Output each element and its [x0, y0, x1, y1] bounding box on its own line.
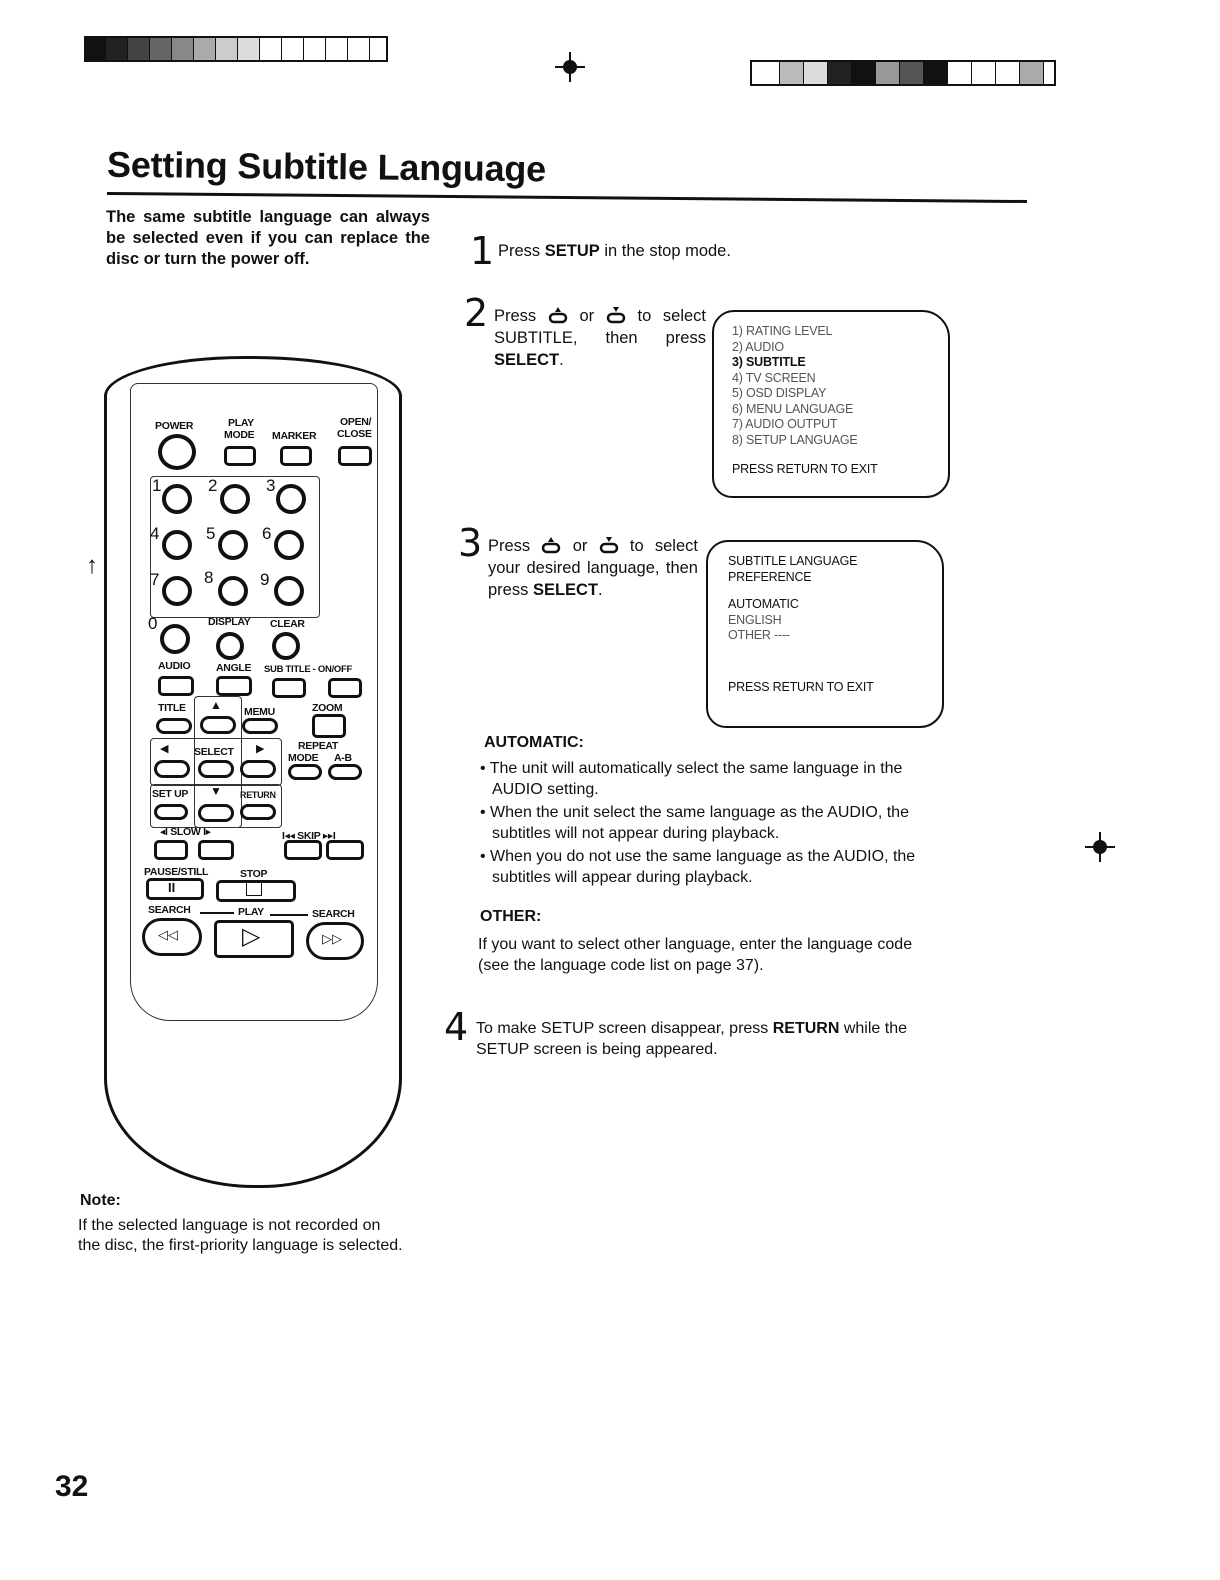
step-3-bold: SELECT	[532, 581, 599, 599]
digit-label: 0	[148, 614, 158, 633]
automatic-heading: AUTOMATIC:	[484, 734, 584, 751]
setup-menu-footer: PRESS RETURN TO EXIT	[732, 462, 878, 476]
digit-9-button	[274, 576, 304, 606]
pause-still-label: PAUSE/STILL	[144, 866, 209, 878]
search-right-label: SEARCH	[312, 908, 355, 920]
subtitle-option: ENGLISH	[728, 612, 782, 627]
step-4-pre: To make SETUP screen disappear, press	[476, 1020, 773, 1037]
step-3-or: or	[572, 537, 588, 555]
ab-label: A-B	[334, 752, 352, 764]
audio-label: AUDIO	[158, 660, 191, 672]
step-2-or: or	[579, 307, 595, 325]
setup-button	[154, 804, 188, 820]
setup-menu-item: 1) RATING LEVEL	[732, 324, 833, 338]
zoom-label: ZOOM	[312, 702, 343, 714]
step-4-text	[476, 1018, 936, 1060]
digit-label: 7	[150, 570, 160, 589]
step-3-pre: Press	[488, 537, 531, 555]
title-button	[156, 718, 192, 734]
down-button	[198, 804, 234, 822]
zoom-button	[312, 714, 346, 738]
step-4-bold: RETURN	[772, 1020, 840, 1037]
angle-button	[216, 676, 252, 696]
note-heading: Note:	[80, 1192, 121, 1209]
digit-label: 5	[206, 524, 216, 543]
open-close-button	[338, 446, 372, 466]
slow-reverse-button	[154, 840, 188, 860]
registration-crosshair-right	[1085, 832, 1115, 862]
digit-label: 9	[260, 570, 270, 589]
note-text: If the selected language is not recorded on the disc, the first-priority language is selected.	[78, 1217, 403, 1254]
right-arrow-icon: ▶	[256, 743, 265, 755]
digit-0-button	[160, 624, 190, 654]
setup-menu-item: 8) SETUP LANGUAGE	[732, 432, 858, 447]
audio-button	[158, 676, 194, 696]
step-1-bold: SETUP	[544, 242, 600, 260]
angle-label: ANGLE	[216, 662, 252, 674]
digit-label: 8	[204, 568, 214, 587]
digit-6-button	[274, 530, 304, 560]
display-label: DISPLAY	[208, 616, 251, 628]
return-button	[240, 804, 276, 820]
subtitle-button	[272, 678, 306, 698]
pause-icon: II	[168, 880, 176, 895]
automatic-bullets	[480, 758, 940, 890]
step-1-text	[498, 240, 818, 262]
menu-label: MEMU	[244, 706, 275, 718]
setup-menu-item: 6) MENU LANGUAGE	[732, 401, 854, 416]
title-label: TITLE	[158, 702, 186, 714]
up-button-icon	[541, 536, 561, 554]
select-button	[198, 760, 234, 778]
setup-menu-item: 2) AUDIO	[732, 339, 784, 354]
digit-4-button	[162, 530, 192, 560]
right-button	[240, 760, 276, 778]
clear-label: CLEAR	[270, 618, 305, 630]
power-label: POWER	[155, 420, 194, 432]
digit-5-button	[218, 530, 248, 560]
left-button	[154, 760, 190, 778]
step-2-post: .	[559, 351, 564, 369]
subtitle-language-screen	[706, 540, 944, 728]
step-2-text	[494, 305, 706, 371]
registration-bar-right	[750, 60, 1056, 86]
marker-button	[280, 446, 312, 466]
step-4	[444, 1005, 469, 1049]
rewind-icon: ◁◁	[158, 927, 178, 942]
repeat-label: REPEAT	[298, 740, 339, 752]
digit-2-button	[220, 484, 250, 514]
open-close-label-2: CLOSE	[337, 428, 372, 440]
pointer-arrow-icon: ↑	[86, 552, 98, 579]
digit-1-button	[162, 484, 192, 514]
setup-menu-item: 4) TV SCREEN	[732, 370, 816, 385]
up-button	[200, 716, 236, 734]
title-rule	[107, 192, 1027, 203]
automatic-bullet: • When the unit select the same language as the AUDIO, the subtitles will not appear during playback.	[480, 804, 909, 842]
automatic-bullet: • When you do not use the same language as the AUDIO, the subtitles will appear during playback.	[480, 848, 916, 886]
up-arrow-icon: ▲	[210, 698, 222, 712]
digit-7-button	[162, 576, 192, 606]
return-label: RETURN	[240, 790, 276, 800]
marker-label: MARKER	[272, 430, 317, 442]
left-arrow-icon: ◀	[160, 743, 169, 755]
subtitle-screen-heading: SUBTITLE LANGUAGE	[728, 554, 858, 568]
clear-button	[272, 632, 300, 660]
step-3-mid: to select your desired language, then press	[488, 537, 698, 599]
repeat-ab-button	[328, 764, 362, 780]
down-arrow-icon: ▼	[210, 784, 222, 798]
slow-label: ◂I SLOW I▸	[160, 826, 211, 838]
play-icon: ▷	[242, 923, 261, 950]
skip-label: I◂◂ SKIP ▸▸I	[282, 830, 336, 842]
digit-label: 3	[266, 476, 276, 495]
step-1-number: 1	[470, 229, 495, 273]
subtitle-option-selected: AUTOMATIC	[728, 597, 799, 611]
fast-forward-icon: ▷▷	[322, 931, 342, 946]
step-2-number: 2	[464, 291, 489, 335]
setup-menu-item: 5) OSD DISPLAY	[732, 386, 827, 400]
subtitle-onoff-label: SUB TITLE - ON/OFF	[264, 664, 353, 675]
step-4-post: while the SETUP screen is being appeared.	[476, 1020, 907, 1058]
skip-forward-button	[326, 840, 364, 860]
page-title: Setting Subtitle Language	[106, 143, 547, 190]
stop-icon	[246, 882, 262, 896]
down-button-icon	[606, 306, 626, 324]
menu-button	[242, 718, 278, 734]
play-mode-label: PLAY	[228, 417, 254, 429]
step-4-number: 4	[444, 1005, 469, 1049]
repeat-mode-label: MODE	[288, 752, 319, 764]
digit-8-button	[218, 576, 248, 606]
automatic-bullet: • The unit will automatically select the same language in the AUDIO setting.	[480, 760, 903, 798]
slow-forward-button	[198, 840, 234, 860]
digit-label: 1	[152, 476, 162, 495]
page-number: 32	[55, 1470, 89, 1503]
display-button	[216, 632, 244, 660]
step-2-mid: to select SUBTITLE, then press	[494, 307, 706, 347]
play-label-line-left	[200, 912, 234, 914]
intro-text: The same subtitle language can always be selected even if you can replace the disc or turn the power off.	[106, 208, 430, 268]
setup-menu-screen	[712, 310, 950, 498]
play-mode-label-2: MODE	[224, 429, 255, 441]
step-3-number: 3	[458, 521, 483, 565]
up-button-icon	[548, 306, 568, 324]
setup-label: SET UP	[152, 788, 189, 800]
step-3	[458, 521, 483, 565]
other-heading: OTHER:	[480, 908, 542, 925]
digit-label: 4	[150, 524, 160, 543]
play-label-line-right	[270, 914, 308, 916]
repeat-mode-button	[288, 764, 322, 780]
step-2-bold: SELECT	[494, 351, 560, 369]
setup-menu-item-selected: 3) SUBTITLE	[732, 355, 806, 369]
subtitle-screen-heading-2: PREFERENCE	[728, 569, 812, 584]
step-2-pre: Press	[494, 307, 537, 325]
subtitle-screen-footer: PRESS RETURN TO EXIT	[728, 679, 874, 694]
play-label: PLAY	[238, 906, 264, 918]
setup-menu-item: 7) AUDIO OUTPUT	[732, 417, 838, 431]
digit-3-button	[276, 484, 306, 514]
stop-label: STOP	[240, 868, 268, 880]
step-3-text	[488, 535, 698, 601]
registration-bar-left	[84, 36, 388, 62]
step-1-pre: Press	[498, 242, 545, 260]
step-3-post: .	[598, 581, 603, 599]
subtitle-onoff-button	[328, 678, 362, 698]
digit-label: 6	[262, 524, 272, 543]
other-text: If you want to select other language, enter the language code (see the language code list on page 37).	[478, 936, 913, 974]
play-mode-button	[224, 446, 256, 466]
step-1-post: in the stop mode.	[599, 242, 731, 260]
step-2	[464, 291, 489, 335]
open-close-label: OPEN/	[340, 416, 372, 428]
step-1	[470, 229, 495, 273]
registration-crosshair-top	[555, 52, 585, 82]
power-button	[158, 434, 196, 470]
search-left-label: SEARCH	[148, 904, 191, 916]
down-button-icon	[599, 536, 619, 554]
select-label: SELECT	[194, 746, 234, 758]
skip-back-button	[284, 840, 322, 860]
subtitle-option: OTHER ----	[728, 628, 790, 642]
digit-label: 2	[208, 476, 218, 495]
